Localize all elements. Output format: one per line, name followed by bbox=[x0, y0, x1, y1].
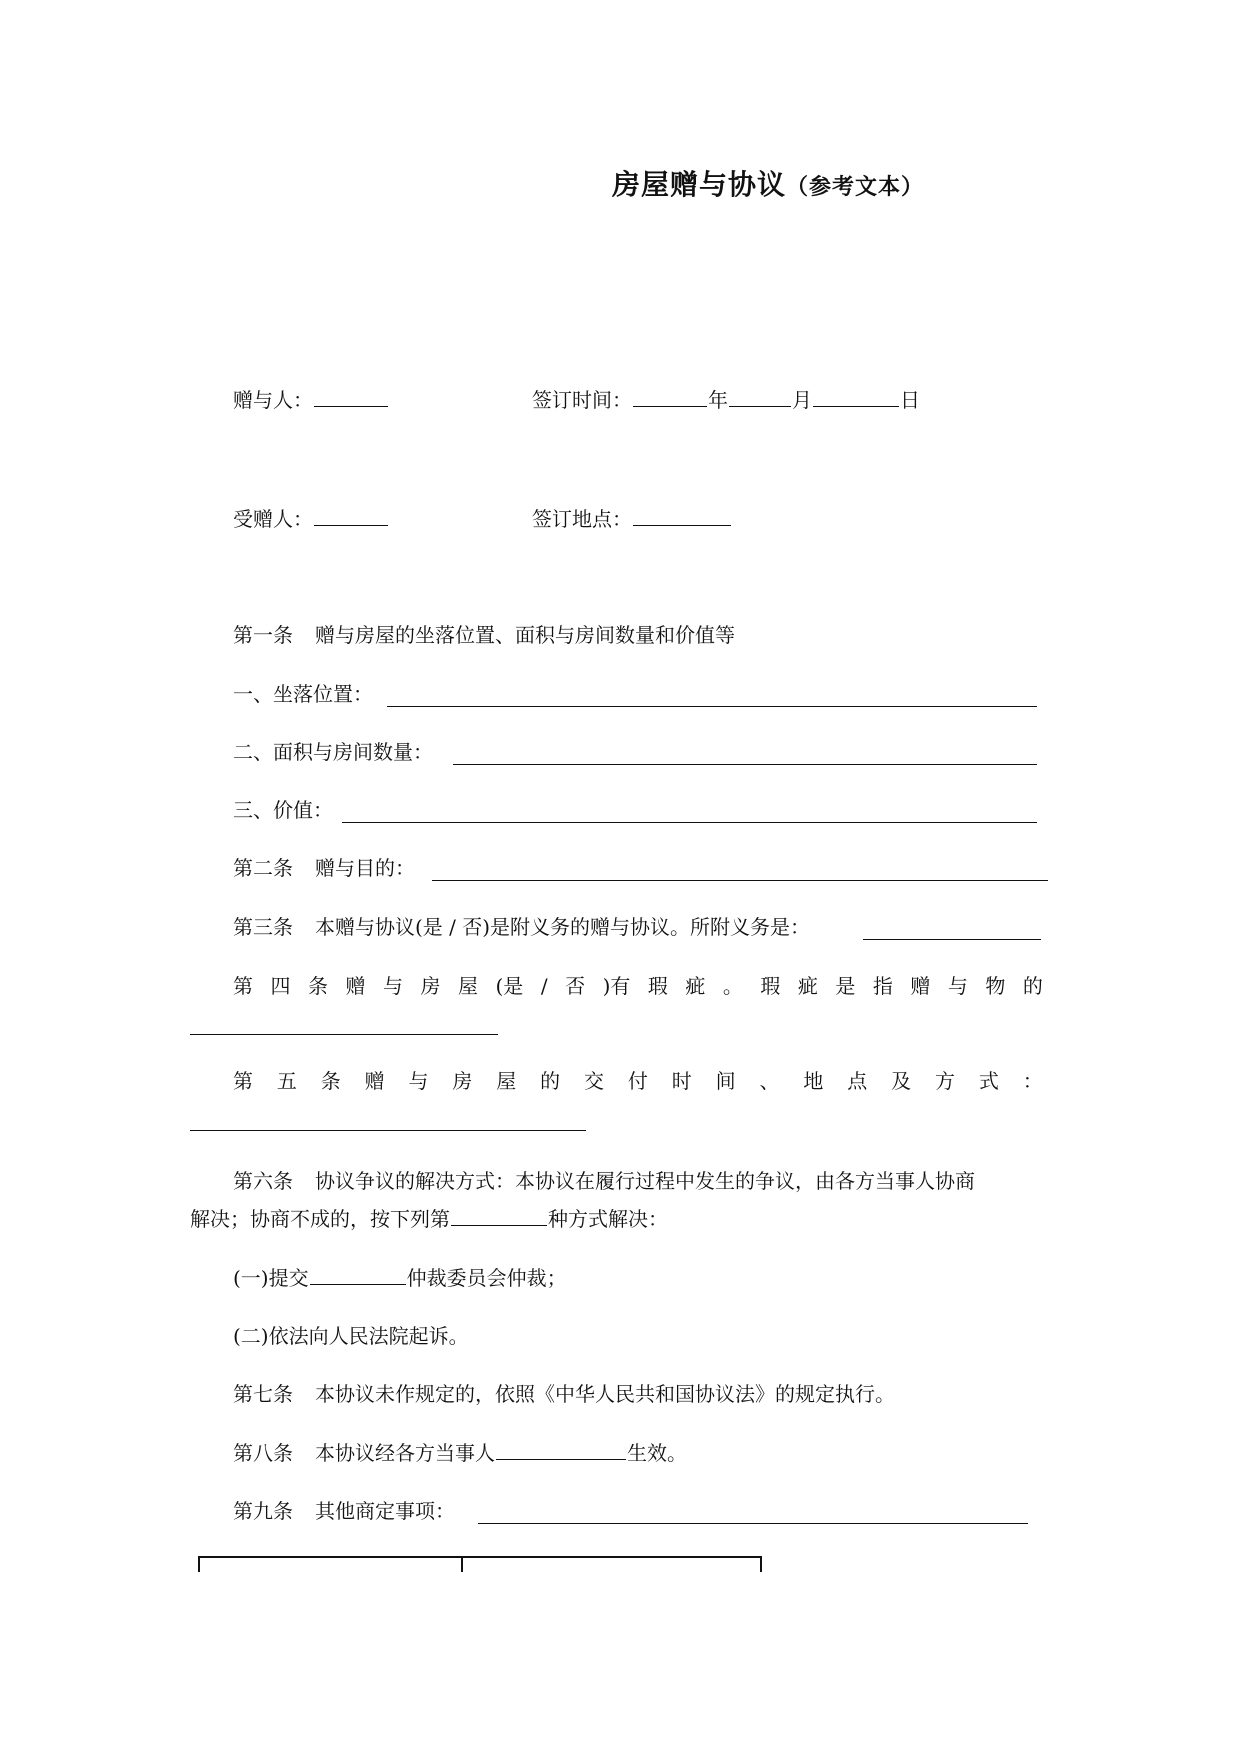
article-6-option-2 bbox=[233, 1321, 469, 1351]
table-border-left bbox=[198, 1558, 200, 1572]
year-blank bbox=[633, 384, 707, 407]
sign-time-label: 签订时间： bbox=[532, 388, 632, 412]
article-2 bbox=[233, 853, 415, 883]
article-5-char: 五 bbox=[276, 1069, 297, 1093]
article-4-char: 四 bbox=[270, 974, 291, 998]
article-1 bbox=[233, 620, 735, 650]
item-2-blank bbox=[453, 763, 1037, 765]
article-4-char: 物 bbox=[985, 974, 1006, 998]
article-3-text: 本赠与协议(是 / 否)是附义务的赠与协议。所附义务是： bbox=[315, 915, 811, 939]
article-4-char: 的 bbox=[1022, 974, 1043, 998]
article-5-char: 方 bbox=[935, 1069, 955, 1093]
article-2-blank bbox=[432, 879, 1048, 881]
article-6-option-1 bbox=[233, 1262, 567, 1293]
item-1-blank bbox=[387, 705, 1037, 707]
article-4-char: 瑕 bbox=[647, 974, 668, 998]
article-4-char: 与 bbox=[947, 974, 968, 998]
article-5-blank bbox=[190, 1129, 586, 1131]
month-label: 月 bbox=[792, 388, 812, 412]
option-1-text-a: (一)提交 bbox=[233, 1266, 309, 1290]
article-3-number: 第三条 bbox=[233, 915, 293, 939]
article-5-char: ： bbox=[1022, 1069, 1043, 1093]
item-2-label: 二、面积与房间数量： bbox=[233, 740, 433, 764]
year-label: 年 bbox=[708, 388, 728, 412]
article-4-char: 。 bbox=[722, 974, 743, 998]
article-1-item-2 bbox=[233, 737, 433, 767]
option-2-text: (二)依法向人民法院起诉。 bbox=[233, 1324, 469, 1348]
item-3-label: 三、价值： bbox=[233, 798, 333, 822]
article-5-char: 式 bbox=[978, 1069, 999, 1093]
day-label: 日 bbox=[900, 388, 920, 412]
article-9 bbox=[233, 1496, 455, 1526]
signature-table bbox=[198, 1556, 762, 1572]
article-4-char: 与 bbox=[383, 974, 403, 998]
article-4-char: 否 bbox=[565, 974, 586, 998]
article-4-char: 第 bbox=[233, 974, 253, 998]
article-4-char: )有 bbox=[602, 974, 631, 998]
article-3 bbox=[233, 912, 810, 942]
article-5-char: 付 bbox=[627, 1069, 648, 1093]
title-main: 房屋赠与协议 bbox=[612, 168, 787, 201]
item-3-blank bbox=[342, 821, 1037, 823]
sign-place-label: 签订地点： bbox=[532, 507, 632, 531]
article-6-line-1 bbox=[233, 1166, 975, 1196]
article-4-char: / bbox=[540, 974, 548, 998]
month-blank bbox=[729, 384, 791, 407]
article-7 bbox=[233, 1379, 895, 1409]
article-1-text: 赠与房屋的坐落位置、面积与房间数量和价值等 bbox=[315, 623, 735, 647]
article-7-text: 本协议未作规定的，依照《中华人民共和国协议法》的规定执行。 bbox=[315, 1382, 895, 1406]
article-6-text-2a: 解决；协商不成的，按下列第 bbox=[190, 1207, 450, 1231]
article-5-char: 点 bbox=[847, 1069, 868, 1093]
donee-row bbox=[233, 503, 389, 534]
article-6-method-blank bbox=[451, 1203, 547, 1226]
article-8-text-a: 本协议经各方当事人 bbox=[315, 1441, 495, 1465]
day-blank bbox=[813, 384, 899, 407]
article-1-item-1 bbox=[233, 679, 373, 709]
item-1-label: 一、坐落位置： bbox=[233, 682, 373, 706]
donor-blank bbox=[314, 384, 388, 407]
donor-row bbox=[233, 384, 389, 415]
article-4 bbox=[233, 971, 1043, 1001]
article-6-text-2b: 种方式解决： bbox=[548, 1207, 668, 1231]
article-4-blank bbox=[190, 1033, 498, 1035]
article-5-char: 、 bbox=[759, 1069, 780, 1093]
article-8 bbox=[233, 1437, 687, 1468]
article-9-text: 其他商定事项： bbox=[315, 1499, 455, 1523]
article-5-char: 的 bbox=[540, 1069, 561, 1093]
article-1-number: 第一条 bbox=[233, 623, 293, 647]
article-8-text-b: 生效。 bbox=[627, 1441, 687, 1465]
article-9-blank bbox=[478, 1522, 1028, 1524]
table-border-middle bbox=[461, 1558, 463, 1572]
article-4-char: 是 bbox=[835, 974, 856, 998]
sign-place-row bbox=[532, 503, 732, 534]
article-6-line-2 bbox=[190, 1203, 668, 1234]
article-5-char: 第 bbox=[233, 1069, 253, 1093]
article-3-blank bbox=[863, 938, 1041, 940]
article-8-blank bbox=[496, 1437, 626, 1460]
donor-label: 赠与人： bbox=[233, 388, 313, 412]
article-5-char: 房 bbox=[452, 1069, 473, 1093]
article-2-text: 赠与目的： bbox=[315, 856, 415, 880]
article-4-char: 疵 bbox=[797, 974, 818, 998]
sign-time-row bbox=[532, 384, 920, 415]
option-1-blank bbox=[310, 1262, 406, 1285]
article-5-char: 地 bbox=[803, 1069, 824, 1093]
title-subtitle: （参考文本） bbox=[786, 174, 925, 200]
article-6-text-1: 协议争议的解决方式：本协议在履行过程中发生的争议，由各方当事人协商 bbox=[315, 1169, 975, 1193]
article-5-char: 交 bbox=[584, 1069, 604, 1093]
article-5-char: 条 bbox=[320, 1069, 341, 1093]
article-5-char: 间 bbox=[715, 1069, 736, 1093]
article-2-number: 第二条 bbox=[233, 856, 293, 880]
article-9-number: 第九条 bbox=[233, 1499, 293, 1523]
article-7-number: 第七条 bbox=[233, 1382, 293, 1406]
option-1-text-b: 仲裁委员会仲裁； bbox=[406, 1266, 567, 1290]
article-4-char: 指 bbox=[872, 974, 893, 998]
article-4-char: 疵 bbox=[685, 974, 706, 998]
article-4-char: (是 bbox=[495, 974, 524, 998]
article-4-char: 瑕 bbox=[760, 974, 781, 998]
article-4-char: 条 bbox=[308, 974, 328, 998]
article-8-number: 第八条 bbox=[233, 1441, 293, 1465]
article-4-char: 屋 bbox=[458, 974, 478, 998]
article-5-char: 时 bbox=[671, 1069, 692, 1093]
article-4-char: 房 bbox=[420, 974, 441, 998]
sign-place-blank bbox=[633, 503, 731, 526]
article-5-char: 屋 bbox=[496, 1069, 517, 1093]
article-5-char: 与 bbox=[408, 1069, 429, 1093]
article-5-char: 赠 bbox=[364, 1069, 385, 1093]
article-4-char: 赠 bbox=[910, 974, 931, 998]
article-5-char: 及 bbox=[891, 1069, 912, 1093]
table-border-right bbox=[760, 1558, 762, 1572]
article-5 bbox=[233, 1066, 1043, 1096]
document-title bbox=[612, 165, 924, 207]
donee-label: 受赠人： bbox=[233, 507, 313, 531]
donee-blank bbox=[314, 503, 388, 526]
article-4-char: 赠 bbox=[345, 974, 366, 998]
article-6-number: 第六条 bbox=[233, 1169, 293, 1193]
article-1-item-3 bbox=[233, 795, 333, 825]
